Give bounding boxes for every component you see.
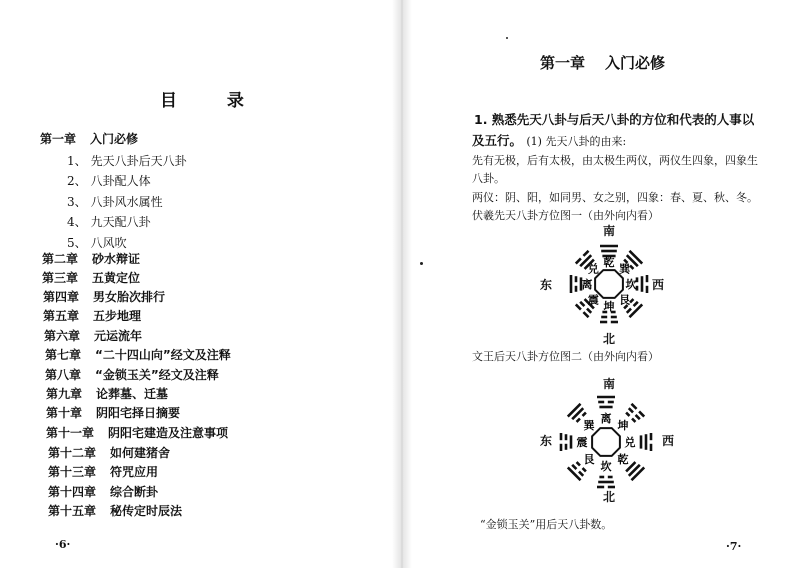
para2: 两仪：阴、阳，如同男、女之别，四象：春、夏、秋、冬。 (472, 191, 758, 204)
fig1-east-label: 东 (540, 278, 553, 292)
fig1-yao-line (634, 302, 638, 306)
toc-entry (46, 385, 168, 402)
toc-entry-title: 阴阳宅建造及注意事项 (108, 426, 229, 440)
fig1-trigram-name: 离 (581, 278, 593, 291)
fig1-north-label: 北 (603, 332, 616, 346)
toc-entry (42, 250, 140, 267)
print-speck (506, 37, 508, 39)
toc-entry-number: 第十三章 (48, 465, 97, 479)
toc-entry (46, 424, 228, 441)
fig2-yao-line (572, 465, 576, 469)
para1-line1: 先有无极，后有太极，由太极生两仪，两仪生四象，四象生 (472, 154, 758, 167)
fig1-trigram-4 (600, 312, 618, 322)
fig1-trigram-name: 巽 (619, 262, 631, 276)
toc-entry-number: 第十五章 (48, 504, 97, 518)
fig2-trigram-name: 乾 (617, 453, 629, 466)
toc-entry (42, 269, 140, 286)
fig2-yao-line (639, 411, 644, 416)
toc-entry-number: 第一章 (40, 132, 77, 146)
fig1-yao-line (583, 251, 588, 256)
fig1-yao-line (629, 251, 642, 264)
fig1-trigram-name: 艮 (619, 293, 631, 307)
fig2-trigram-6 (561, 433, 571, 451)
page-number-left: ·6· (55, 538, 71, 551)
fig1-south-label: 南 (603, 224, 616, 238)
fig2-east-label: 东 (540, 434, 553, 448)
toc-entry-number: 第十章 (46, 406, 83, 420)
fig1-yao-line (583, 312, 588, 317)
fig2-center-octagon (592, 428, 620, 456)
fig1-yao-line (630, 266, 633, 269)
toc-entry (40, 130, 138, 147)
fig1-trigram-6 (571, 275, 581, 293)
fig2-yao-line (631, 404, 636, 409)
toc-subentry (67, 234, 127, 251)
fig1-yao-line (576, 304, 581, 309)
fig2-yao-line (568, 467, 581, 480)
section-heading-line1: 1. 熟悉先天八卦与后天八卦的方位和代表的人事以 (474, 112, 755, 127)
subsection-heading: (1) 先天八卦的由来: (526, 135, 627, 148)
toc-entry (45, 346, 231, 363)
fig2-west-label: 西 (662, 434, 675, 448)
toc-entry-number: 5、 (67, 236, 87, 250)
fig2-trigram-name: 巽 (583, 419, 595, 432)
fig2-trigram-2 (641, 433, 651, 451)
figure2-caption: 文王后天八卦方位图二（由外向内看） (472, 350, 659, 363)
toc-subentry (67, 193, 163, 210)
toc-entry-title: 秘传定时辰法 (110, 504, 183, 518)
toc-entry-number: 2、 (67, 174, 87, 188)
fig2-trigram-name: 艮 (583, 453, 595, 466)
toc-entry (43, 307, 141, 324)
fig1-trigram-name: 乾 (603, 256, 615, 269)
toc-entry (48, 444, 170, 461)
fig2-trigram-0 (597, 397, 615, 407)
fig1-yao-line (576, 258, 581, 263)
figure1-caption: 伏羲先天八卦方位图一（由外向内看） (472, 209, 659, 222)
para1-line2: 八卦。 (472, 172, 505, 185)
fig1-yao-line (580, 302, 584, 306)
toc-entry (45, 366, 219, 383)
fig1-west-label: 西 (652, 278, 665, 292)
toc-entry-number: 4、 (67, 215, 87, 229)
toc-entry-title: 砂水辩证 (92, 252, 141, 266)
print-speck (420, 262, 423, 265)
toc-subentry (67, 172, 151, 189)
fig1-yao-line (627, 309, 631, 313)
fig1-yao-line (629, 304, 642, 317)
toc-entry-title: 如何建猪舍 (110, 446, 171, 460)
fig2-north-label: 北 (603, 490, 616, 504)
toc-entry-title: “金锁玉关”经文及注释 (95, 368, 219, 382)
chapter-title: 入门必修 (605, 54, 666, 72)
fig2-yao-line (579, 472, 583, 476)
fig2-yao-line (629, 408, 633, 412)
fig2-yao-line (632, 419, 635, 422)
toc-entry (48, 483, 158, 500)
fig1-trigram-name: 坎 (625, 278, 637, 291)
section-heading-line2 (472, 131, 626, 149)
toc-entry-title: 符咒应用 (110, 465, 159, 479)
fig2-trigram-name: 震 (576, 436, 588, 449)
toc-entry-title: 入门必修 (90, 132, 139, 146)
fig2-trigram-name: 坎 (600, 460, 612, 473)
toc-entry-number: 第三章 (42, 271, 79, 285)
toc-entry-number: 第四章 (43, 290, 80, 304)
toc-entry-title: 八卦配人体 (90, 174, 151, 188)
toc-entry-number: 3、 (67, 195, 87, 209)
fig2-trigram-4 (597, 477, 615, 487)
toc-entry-title: 论葬墓、迁墓 (96, 387, 169, 401)
fig2-trigram-name: 离 (600, 412, 612, 425)
toc-entry-number: 第十四章 (48, 485, 97, 499)
toc-entry-number: 第九章 (46, 387, 83, 401)
chapter-heading (540, 52, 665, 73)
fig2-yao-line (583, 413, 586, 416)
page-number-right: ·7· (726, 540, 742, 553)
toc-entry-title: 五步地理 (93, 309, 142, 323)
fig2-yao-line (577, 462, 580, 465)
toc-entry-number: 第八章 (45, 368, 82, 382)
section-heading-tail: 及五行。 (472, 133, 523, 148)
toc-entry-number: 第十二章 (48, 446, 97, 460)
fig2-yao-line (583, 468, 586, 471)
toc-entry-number: 1、 (67, 154, 87, 168)
toc-entry-title: 五黄定位 (92, 271, 141, 285)
fig1-yao-line (630, 299, 633, 302)
toc-entry (43, 288, 165, 305)
chapter-number: 第一章 (540, 54, 586, 72)
toc-entry-number: 第十一章 (46, 426, 95, 440)
fig1-trigram-name: 震 (587, 293, 599, 307)
fig2-yao-line (568, 404, 581, 417)
toc-entry (44, 327, 142, 344)
toc-entry (48, 502, 182, 519)
toc-entry-number: 第七章 (45, 348, 82, 362)
toc-subentry (67, 213, 151, 230)
toc-subentry (67, 152, 187, 169)
toc-entry-number: 第二章 (42, 252, 79, 266)
fig2-trigram-name: 坤 (617, 419, 629, 432)
fig2-yao-line (631, 467, 644, 480)
fig2-trigram-name: 兑 (624, 436, 636, 449)
toc-entry-title: 综合断卦 (110, 485, 159, 499)
fig2-yao-line (636, 415, 640, 419)
fig1-trigram-name: 坤 (603, 300, 615, 313)
toc-entry-title: 元运流年 (94, 329, 143, 343)
toc-entry-title: 八卦风水属性 (90, 195, 163, 209)
right-page (400, 0, 799, 568)
fig1-trigram-2 (637, 275, 647, 293)
toc-entry-title: 男女胎次排行 (93, 290, 166, 304)
fig1-trigram-name: 兑 (587, 262, 599, 276)
toc-entry-number: 第六章 (44, 329, 81, 343)
fig2-south-label: 南 (603, 377, 616, 391)
toc-title: 目 录 (160, 91, 266, 111)
footer-note: “金锁玉关”用后天八卦数。 (480, 518, 613, 531)
toc-entry-title: “二十四山向”经文及注释 (95, 348, 231, 362)
toc-entry-title: 先天八卦后天八卦 (90, 154, 187, 168)
fig2-yao-line (577, 419, 580, 422)
toc-entry-number: 第五章 (43, 309, 80, 323)
toc-entry (48, 463, 158, 480)
fig2-yao-line (626, 413, 629, 416)
toc-entry-title: 八风吹 (90, 236, 127, 250)
toc-entry-title: 阴阳宅择日摘要 (96, 406, 181, 420)
toc-entry-title: 九天配八卦 (90, 215, 151, 229)
toc-entry (46, 404, 180, 421)
fig1-yao-line (587, 309, 591, 313)
fig1-trigram-0 (600, 246, 618, 256)
